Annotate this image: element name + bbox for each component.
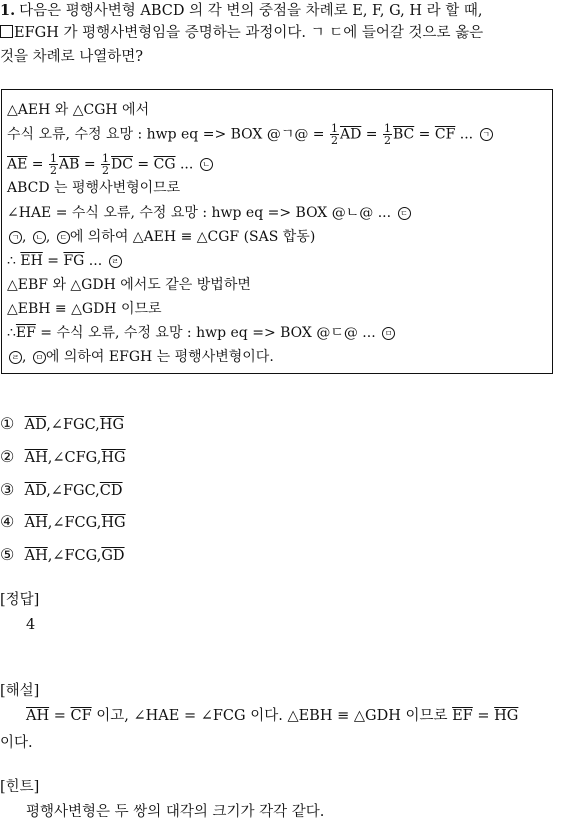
explanation-label: [해설]	[0, 683, 40, 699]
explanation-text: 이고, ∠HAE = ∠FCG 이다. △EBH ≡ △GDH 이므로	[91, 708, 453, 724]
ellipsis: ...	[84, 253, 107, 269]
ellipsis: ...	[455, 126, 478, 143]
fraction-half	[383, 123, 392, 146]
choice-2[interactable]	[0, 447, 126, 467]
proof-line-9: △EBH ≡ △GDH 이므로	[7, 301, 162, 317]
choice-1[interactable]	[0, 414, 124, 434]
choice-angle: ,∠FGC,	[46, 483, 100, 499]
equals-sign: =	[27, 156, 48, 173]
circled-marker: ㄷ	[398, 207, 411, 220]
proof-line-10-text: = 수식 오류, 수정 요망 : hwp eq => BOX @ㄷ@ ...	[35, 325, 381, 341]
segment-label: $\overline{CG}$	[153, 156, 176, 173]
fraction-denominator: 2	[330, 134, 338, 147]
proof-line-6-text: 에 의하여 △AEH ≡ △CGF (SAS 합동)	[69, 229, 316, 245]
proof-line-2	[7, 123, 493, 146]
square-symbol-icon	[0, 25, 13, 38]
circled-marker: ㄱ	[9, 231, 22, 244]
proof-line-2-prefix: 수식 오류, 수정 요망 : hwp eq => BOX @ㄱ@ =	[7, 126, 325, 143]
fraction-numerator: 1	[102, 152, 110, 165]
question-text-2: EFGH 가 평행사변형임을 증명하는 과정이다. ㄱ ㄷ에 들어갈 것으로 옳은	[14, 25, 484, 41]
segment-label: $\overline{BC}$	[392, 126, 415, 143]
equals-sign: =	[132, 156, 154, 173]
explanation-line-2: 이다.	[0, 735, 33, 751]
segment-label: $\overline{EF}$	[15, 325, 36, 341]
therefore-sign: ∴	[7, 253, 21, 269]
choice-segment: $\overline{AD}$	[24, 417, 47, 433]
segment-label: $\overline{EH}$	[20, 253, 43, 269]
proof-line-5	[7, 205, 411, 222]
segment-label: $\overline{HG}$	[494, 708, 519, 724]
choice-segment: $\overline{HG}$	[101, 450, 126, 466]
choice-number: ③	[0, 480, 15, 499]
fraction-half	[101, 153, 110, 176]
segment-label: $\overline{DC}$	[111, 156, 133, 173]
choice-angle: ,∠FCG,	[47, 515, 102, 531]
answer-label: [정답]	[0, 592, 40, 608]
hint-label: [힌트]	[0, 779, 40, 795]
question-line-2	[0, 25, 483, 42]
segment-label: $\overline{AH}$	[26, 708, 50, 724]
fraction-denominator: 2	[102, 164, 110, 177]
choice-angle: ,∠CFG,	[47, 450, 102, 466]
proof-line-10	[7, 325, 395, 342]
segment-label: $\overline{AE}$	[7, 156, 28, 173]
segment-label: $\overline{CF}$	[70, 708, 92, 724]
choice-number: ①	[0, 414, 15, 433]
circled-marker: ㄷ	[57, 231, 70, 244]
equals-sign: =	[42, 253, 64, 269]
question-line-3	[0, 49, 143, 66]
choice-segment: $\overline{CD}$	[99, 483, 123, 499]
choice-number: ④	[0, 512, 15, 531]
segment-label: $\overline{FG}$	[63, 253, 85, 269]
circled-marker: ㅁ	[33, 351, 46, 364]
choice-segment: $\overline{GD}$	[101, 548, 125, 564]
fraction-denominator: 2	[49, 164, 57, 177]
equals-sign: =	[361, 126, 382, 143]
equals-sign: =	[472, 708, 495, 724]
choice-angle: ,∠FCG,	[47, 548, 102, 564]
segment-label: $\overline{AD}$	[339, 126, 362, 143]
fraction-numerator: 1	[49, 152, 57, 165]
choice-segment: $\overline{AH}$	[24, 515, 48, 531]
choice-segment: $\overline{AH}$	[24, 548, 48, 564]
question-number: 1.	[0, 2, 16, 19]
fraction-half	[330, 123, 339, 146]
answer-value: 4	[26, 617, 36, 633]
choice-segment: $\overline{HG}$	[101, 515, 126, 531]
hint-text: 평행사변형은 두 쌍의 대각의 크기가 각각 같다.	[26, 804, 325, 820]
choice-segment: $\overline{HG}$	[99, 417, 125, 433]
proof-line-5-text: ∠HAE = 수식 오류, 수정 요망 : hwp eq => BOX @ㄴ@ ...	[7, 205, 396, 221]
proof-line-8: △EBF 와 △GDH 에서도 같은 방법하면	[7, 277, 251, 293]
choice-segment: $\overline{AD}$	[24, 483, 47, 499]
proof-line-11: ㄹ , ㅁ 에 의하여 EFGH 는 평행사변형이다.	[7, 349, 274, 366]
choice-5[interactable]	[0, 545, 125, 565]
proof-box	[1, 89, 553, 374]
fraction-denominator: 2	[383, 134, 391, 147]
fraction-numerator: 1	[383, 122, 391, 135]
proof-line-1: △AEH 와 △CGH 에서	[7, 102, 150, 118]
circled-marker: ㅁ	[382, 327, 395, 340]
equals-sign: =	[79, 156, 101, 173]
question-line-1	[0, 2, 482, 20]
equals-sign: =	[49, 708, 71, 724]
equals-sign: =	[414, 126, 435, 143]
question-text-1: 다음은 평행사변형 ABCD 의 각 변의 중점을 차례로 E, F, G, H 라 할 때,	[19, 3, 483, 19]
explanation-line-1	[26, 708, 518, 725]
choice-number: ⑤	[0, 545, 15, 564]
proof-line-6: ㄱ , ㄴ , ㄷ 에 의하여 △AEH ≡ △CGF (SAS 합동)	[7, 229, 315, 246]
segment-label: $\overline{AB}$	[58, 156, 80, 173]
segment-label: $\overline{CF}$	[434, 126, 456, 143]
proof-line-11-text: 에 의하여 EFGH 는 평행사변형이다.	[45, 349, 274, 365]
proof-line-7	[7, 253, 122, 270]
circled-marker: ㄴ	[33, 231, 46, 244]
proof-line-4: ABCD 는 평행사변형이므로	[7, 180, 181, 196]
choice-angle: ,∠FGC,	[46, 417, 100, 433]
choice-number: ②	[0, 447, 15, 466]
question-text-3: 것을 차례로 나열하면?	[0, 49, 144, 65]
choice-3[interactable]	[0, 480, 123, 500]
ellipsis: ...	[175, 156, 198, 173]
choice-4[interactable]	[0, 512, 126, 532]
segment-label: $\overline{EF}$	[452, 708, 473, 724]
circled-marker: ㄹ	[9, 351, 22, 364]
therefore-sign: ∴	[7, 325, 16, 341]
choice-segment: $\overline{AH}$	[24, 450, 48, 466]
circled-marker: ㄴ	[200, 158, 213, 171]
proof-line-3	[7, 153, 213, 176]
circled-marker: ㄹ	[109, 255, 122, 268]
circled-marker: ㄱ	[480, 128, 493, 141]
fraction-half	[49, 153, 58, 176]
fraction-numerator: 1	[330, 122, 338, 135]
